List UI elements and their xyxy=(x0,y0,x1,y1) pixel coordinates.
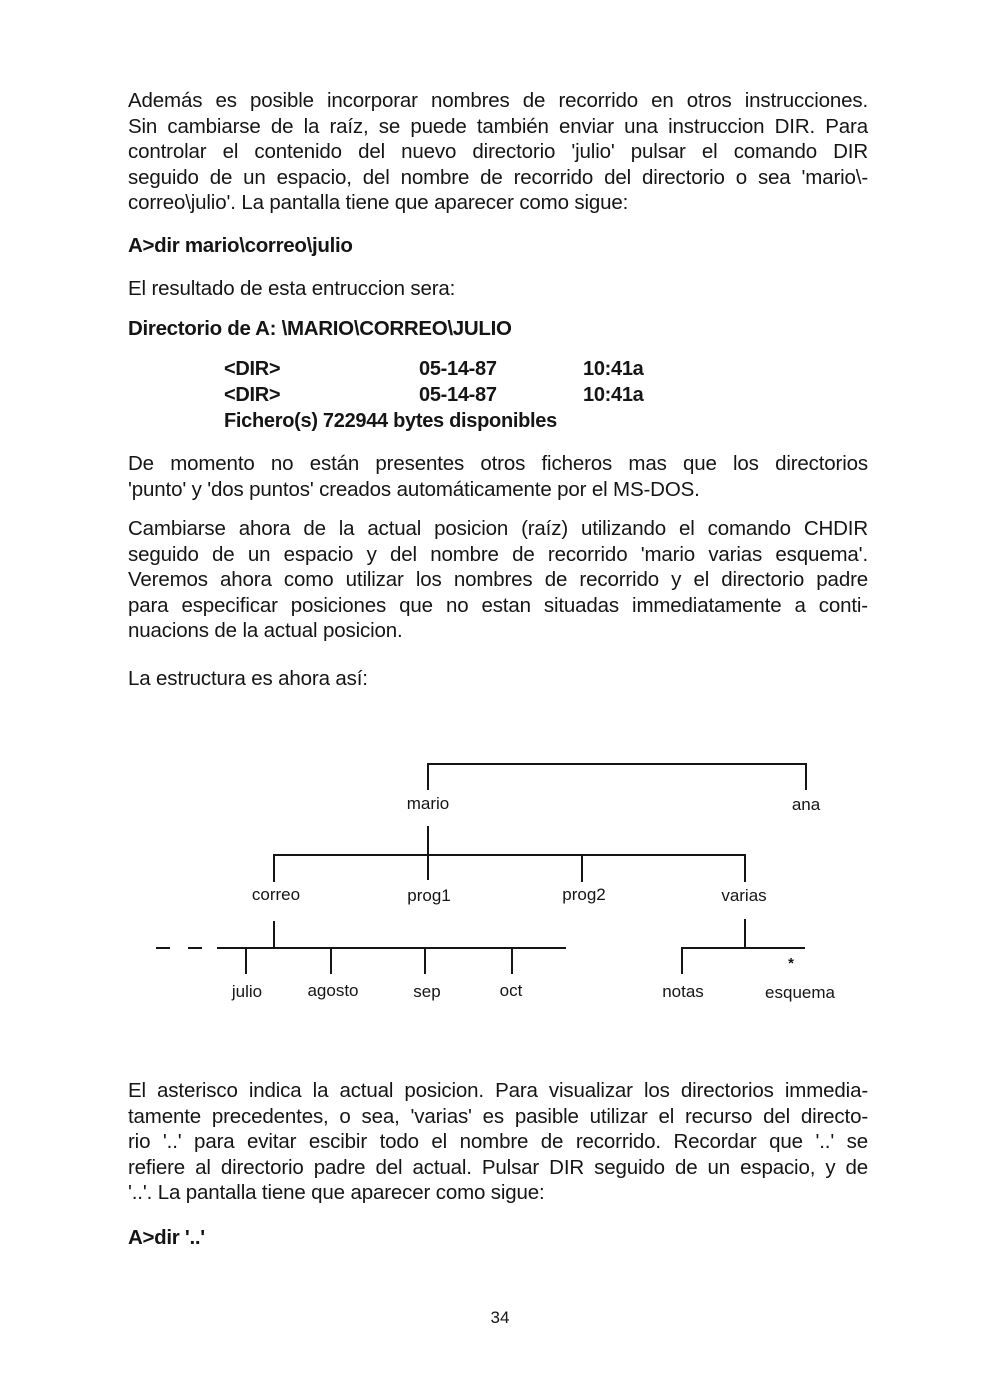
tree-node-agosto: agosto xyxy=(307,981,359,1000)
tree-node-varias: varias xyxy=(721,886,767,905)
text-line: '..'. La pantalla tiene que aparecer como sigue: xyxy=(128,1181,545,1204)
command-dir-parent: A>dir '..' xyxy=(128,1226,205,1249)
tree-line xyxy=(682,948,805,974)
listing-time: 10:41a xyxy=(583,384,644,406)
text-line: Sin cambiarse de la raíz, se puede también enviar una instruccion DIR. Para xyxy=(128,114,868,138)
tree-node-mario: mario xyxy=(406,794,450,813)
listing-date: 05-14-87 xyxy=(419,358,497,380)
text-line: para especificar posiciones que no estan situadas immediatamente a conti- xyxy=(128,593,868,617)
text-line: Además es posible incorporar nombres de recorrido en otros instrucciones. xyxy=(128,89,868,112)
tree-node-correo: correo xyxy=(251,885,301,904)
tree-node-sep: sep xyxy=(413,982,441,1001)
text-line: El resultado de esta entruccion sera: xyxy=(128,277,456,300)
text-line: refiere al directorio padre del actual. Pulsar DIR seguido de un espacio, y de xyxy=(128,1155,868,1179)
text-line: Cambiarse ahora de la actual posicion (raíz) utilizando el comando CHDIR xyxy=(128,517,868,540)
text-line: correo\julio'. La pantalla tiene que aparecer como sigue: xyxy=(128,191,629,214)
listing-name: <DIR> xyxy=(224,358,281,380)
tree-node-oct: oct xyxy=(499,981,523,1000)
text-line: seguido de un espacio y del nombre de recorrido 'mario varias esquema'. xyxy=(128,542,868,566)
current-position-asterisk: * xyxy=(788,955,794,972)
text-line: La estructura es ahora así: xyxy=(128,667,368,690)
tree-node-esquema: esquema xyxy=(765,983,835,1002)
listing-date: 05-14-87 xyxy=(419,384,497,406)
tree-line xyxy=(428,764,806,790)
tree-node-notas: notas xyxy=(662,982,704,1001)
listing-time: 10:41a xyxy=(583,358,644,380)
tree-line xyxy=(274,855,745,882)
paragraph-parent-directory xyxy=(128,1078,868,1206)
command-dir-julio: A>dir mario\correo\julio xyxy=(128,234,353,257)
text-line: El asterisco indica la actual posicion. Para visualizar los directorios immedia- xyxy=(128,1079,868,1102)
text-line: 'punto' y 'dos puntos' creados automáticamente por el MS-DOS. xyxy=(128,477,700,501)
directory-heading: Directorio de A: \MARIO\CORREO\JULIO xyxy=(128,317,512,340)
text-line: tamente precedentes, o sea, 'varias' es pasible utilizar el recurso del directo- xyxy=(128,1104,868,1128)
text-line: Veremos ahora como utilizar los nombres de recorrido y el directorio padre xyxy=(128,568,868,591)
tree-connectors xyxy=(156,764,806,974)
tree-node-ana: ana xyxy=(791,795,821,814)
text-line: rio '..' para evitar escibir todo el nombre de recorrido. Recordar que '..' se xyxy=(128,1130,868,1153)
tree-node-prog2: prog2 xyxy=(562,885,606,904)
listing-name: <DIR> xyxy=(224,384,281,406)
page-number: 34 xyxy=(490,1308,510,1327)
tree-node-prog1: prog1 xyxy=(407,886,451,905)
tree-node-julio: julio xyxy=(231,982,263,1001)
text-line: De momento no están presentes otros ficheros mas que los directorios xyxy=(128,452,868,475)
listing-summary: Fichero(s) 722944 bytes disponibles xyxy=(224,410,557,432)
text-line: seguido de un espacio, del nombre de recorrido del directorio o sea 'mario\- xyxy=(128,165,868,189)
text-line: nuacions de la actual posicion. xyxy=(128,619,403,642)
text-line: controlar el contenido del nuevo directorio 'julio' pulsar el comando DIR xyxy=(128,140,868,163)
